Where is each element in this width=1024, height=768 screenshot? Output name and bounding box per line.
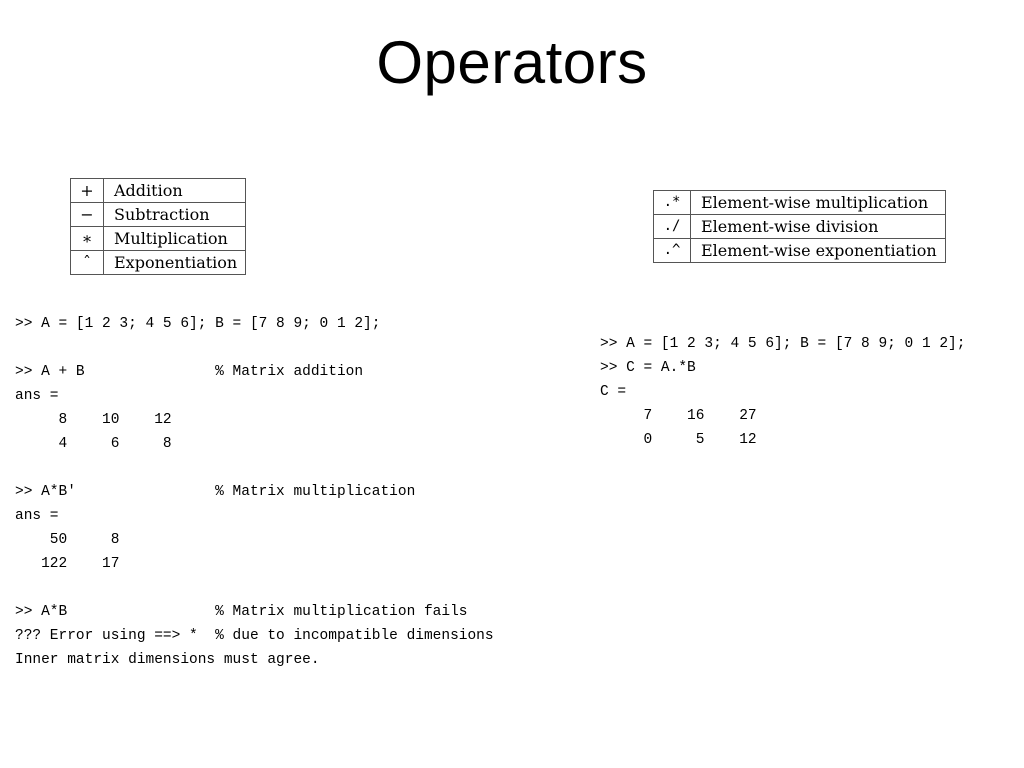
operator-name: Element-wise exponentiation	[691, 239, 946, 263]
operator-name: Multiplication	[104, 227, 246, 251]
operator-name: Subtraction	[104, 203, 246, 227]
basic-operators-table	[70, 178, 246, 275]
operator-name: Element-wise multiplication	[691, 191, 946, 215]
operator-row	[71, 227, 246, 251]
operator-row	[654, 215, 946, 239]
slide-title: Operators	[376, 29, 648, 96]
elementwise-operations-code: >> A = [1 2 3; 4 5 6]; B = [7 8 9; 0 1 2]; >> C = A.*B C = 7 16 27 0 5 12	[600, 336, 966, 448]
elementwise-operators-table	[653, 190, 946, 263]
operator-row	[71, 203, 246, 227]
operator-symbol: ./	[654, 215, 691, 239]
operator-symbol: .*	[654, 191, 691, 215]
operator-row	[654, 191, 946, 215]
operator-row	[71, 179, 246, 203]
operator-name: Addition	[104, 179, 246, 203]
operator-symbol: +	[71, 179, 104, 203]
operator-symbol: .^	[654, 239, 691, 263]
operator-name: Exponentiation	[104, 251, 246, 275]
operator-symbol: −	[71, 203, 104, 227]
operator-symbol: ˆ	[71, 251, 104, 275]
operator-name: Element-wise division	[691, 215, 946, 239]
operator-row	[71, 251, 246, 275]
operator-symbol: ∗	[71, 227, 104, 251]
operator-row	[654, 239, 946, 263]
matrix-operations-code: >> A = [1 2 3; 4 5 6]; B = [7 8 9; 0 1 2]; >> A + B % Matrix addition ans = 8 10 12 4 6 8 >> A*B' % Matrix multiplication ans = 50 8 122 17 >> A*B % Matrix multiplication fails ??? Error using ==> * % due to incompatible dimensions Inner matrix dimensions must agree.	[15, 316, 494, 668]
